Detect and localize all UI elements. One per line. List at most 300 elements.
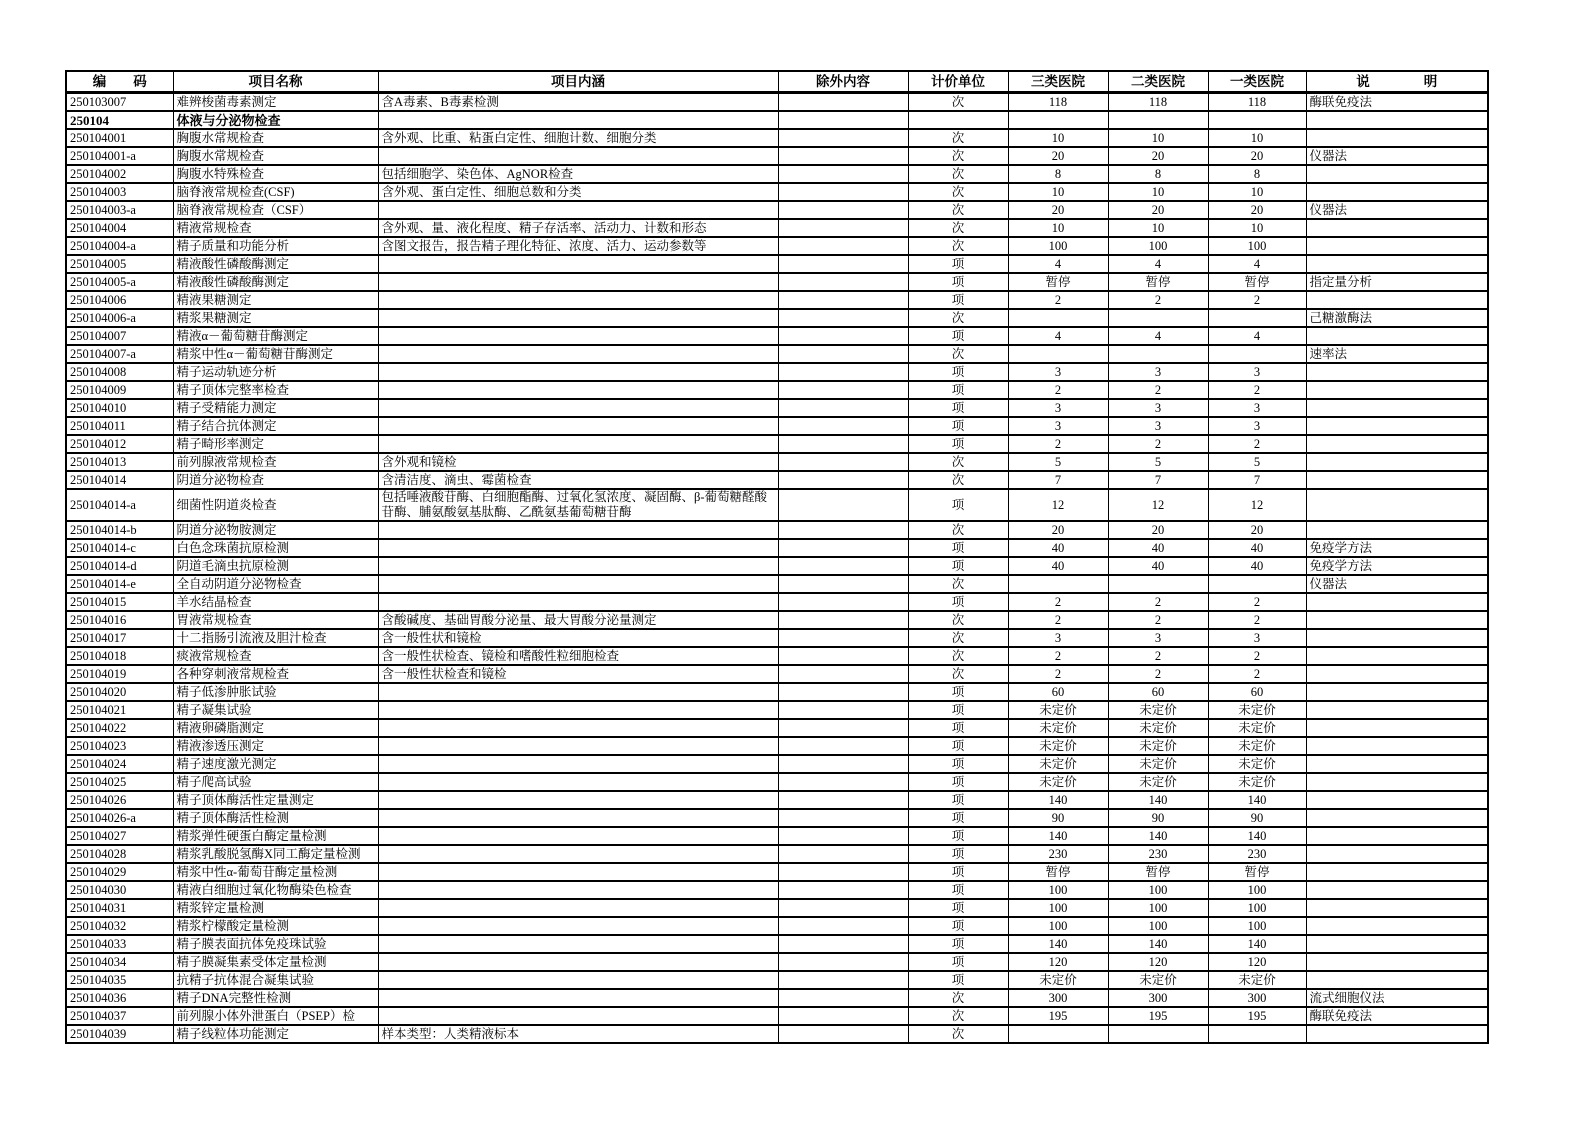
cell-price-tier1: 3 (1208, 417, 1306, 435)
cell-note: 仪器法 (1306, 201, 1488, 219)
cell-code: 250104009 (66, 381, 173, 399)
table-row (66, 183, 1488, 201)
cell-code: 250104007 (66, 327, 173, 345)
cell-content (378, 899, 778, 917)
table-row (66, 917, 1488, 935)
cell-price-tier2: 300 (1108, 989, 1208, 1007)
cell-unit: 次 (908, 453, 1008, 471)
cell-price-tier1: 未定价 (1208, 701, 1306, 719)
cell-content: 含一般性状检查和镜检 (378, 665, 778, 683)
cell-price-tier1: 118 (1208, 93, 1306, 112)
cell-exclude (778, 399, 908, 417)
cell-code: 250104001 (66, 129, 173, 147)
cell-price-tier2: 3 (1108, 417, 1208, 435)
cell-price-tier2: 2 (1108, 381, 1208, 399)
cell-unit: 项 (908, 273, 1008, 291)
cell-price-tier2: 118 (1108, 93, 1208, 112)
cell-price-tier1: 100 (1208, 237, 1306, 255)
cell-exclude (778, 899, 908, 917)
cell-price-tier1: 未定价 (1208, 737, 1306, 755)
cell-unit: 项 (908, 737, 1008, 755)
cell-content: 包括唾液酸苷酶、白细胞酯酶、过氧化氢浓度、凝固酶、β-葡萄糖醛酸苷酶、脯氨酸氨基肽酶、乙酰氨基葡萄糖苷酶 (378, 489, 778, 521)
table-row (66, 381, 1488, 399)
cell-exclude (778, 683, 908, 701)
cell-name: 精子膜凝集素受体定量检测 (173, 953, 378, 971)
cell-exclude (778, 111, 908, 129)
cell-price-tier2: 20 (1108, 201, 1208, 219)
cell-price-tier1: 100 (1208, 917, 1306, 935)
cell-price-tier1: 未定价 (1208, 971, 1306, 989)
cell-note (1306, 219, 1488, 237)
cell-unit: 项 (908, 399, 1008, 417)
cell-name: 精子膜表面抗体免疫珠试验 (173, 935, 378, 953)
cell-price-tier3: 140 (1008, 791, 1108, 809)
table-row (66, 309, 1488, 327)
cell-price-tier2: 未定价 (1108, 719, 1208, 737)
cell-price-tier3: 3 (1008, 417, 1108, 435)
cell-exclude (778, 809, 908, 827)
cell-name: 阴道分泌物胺测定 (173, 521, 378, 539)
cell-name: 前列腺小体外泄蛋白（PSEP）检 (173, 1007, 378, 1025)
cell-name: 抗精子抗体混合凝集试验 (173, 971, 378, 989)
table-row (66, 453, 1488, 471)
cell-unit: 项 (908, 773, 1008, 791)
cell-content (378, 809, 778, 827)
cell-note (1306, 683, 1488, 701)
cell-price-tier1: 90 (1208, 809, 1306, 827)
cell-exclude (778, 881, 908, 899)
table-row (66, 489, 1488, 521)
cell-content (378, 917, 778, 935)
cell-exclude (778, 435, 908, 453)
cell-content (378, 381, 778, 399)
cell-unit: 项 (908, 539, 1008, 557)
cell-note (1306, 381, 1488, 399)
cell-note (1306, 845, 1488, 863)
cell-price-tier1: 7 (1208, 471, 1306, 489)
cell-code: 250104028 (66, 845, 173, 863)
cell-exclude (778, 593, 908, 611)
cell-price-tier3: 230 (1008, 845, 1108, 863)
cell-note (1306, 863, 1488, 881)
cell-name: 脑脊液常规检查（CSF） (173, 201, 378, 219)
cell-name: 全自动阴道分泌物检查 (173, 575, 378, 593)
cell-code: 250104020 (66, 683, 173, 701)
cell-price-tier1: 8 (1208, 165, 1306, 183)
cell-exclude (778, 863, 908, 881)
cell-exclude (778, 737, 908, 755)
cell-unit: 次 (908, 1007, 1008, 1025)
cell-price-tier3: 暂停 (1008, 273, 1108, 291)
cell-unit: 次 (908, 237, 1008, 255)
cell-content: 含外观、蛋白定性、细胞总数和分类 (378, 183, 778, 201)
cell-unit: 项 (908, 863, 1008, 881)
cell-code: 250104011 (66, 417, 173, 435)
cell-content: 含一般性状检查、镜检和嗜酸性粒细胞检查 (378, 647, 778, 665)
cell-name: 精子质量和功能分析 (173, 237, 378, 255)
cell-note: 速率法 (1306, 345, 1488, 363)
cell-code: 250104004-a (66, 237, 173, 255)
table-row (66, 93, 1488, 112)
cell-exclude (778, 935, 908, 953)
cell-unit: 次 (908, 345, 1008, 363)
cell-exclude (778, 345, 908, 363)
cell-note (1306, 1025, 1488, 1043)
cell-code: 250104017 (66, 629, 173, 647)
cell-name: 十二指肠引流液及胆汁检查 (173, 629, 378, 647)
cell-name: 精子线粒体功能测定 (173, 1025, 378, 1043)
cell-price-tier3: 7 (1008, 471, 1108, 489)
cell-price-tier1: 10 (1208, 129, 1306, 147)
cell-content: 含图文报告，报告精子理化特征、浓度、活力、运动参数等 (378, 237, 778, 255)
cell-unit: 项 (908, 255, 1008, 273)
cell-unit: 项 (908, 557, 1008, 575)
cell-content (378, 255, 778, 273)
cell-exclude (778, 773, 908, 791)
cell-price-tier2: 3 (1108, 399, 1208, 417)
cell-exclude (778, 539, 908, 557)
cell-name: 精子顶体酶活性定量测定 (173, 791, 378, 809)
cell-exclude (778, 1007, 908, 1025)
table-row (66, 129, 1488, 147)
cell-price-tier1: 10 (1208, 219, 1306, 237)
cell-note (1306, 363, 1488, 381)
cell-price-tier3: 100 (1008, 917, 1108, 935)
cell-price-tier2: 2 (1108, 291, 1208, 309)
cell-price-tier3: 140 (1008, 935, 1108, 953)
cell-price-tier2: 20 (1108, 147, 1208, 165)
cell-name: 阴道毛滴虫抗原检测 (173, 557, 378, 575)
cell-note (1306, 971, 1488, 989)
cell-price-tier3: 8 (1008, 165, 1108, 183)
cell-name: 精液卵磷脂测定 (173, 719, 378, 737)
table-row (66, 147, 1488, 165)
cell-content (378, 417, 778, 435)
cell-unit: 次 (908, 129, 1008, 147)
cell-name: 精液酸性磷酸酶测定 (173, 273, 378, 291)
cell-exclude (778, 611, 908, 629)
cell-unit: 项 (908, 881, 1008, 899)
table-row (66, 863, 1488, 881)
cell-content (378, 111, 778, 129)
cell-exclude (778, 521, 908, 539)
cell-content (378, 575, 778, 593)
cell-content (378, 773, 778, 791)
cell-content (378, 327, 778, 345)
cell-exclude (778, 665, 908, 683)
cell-price-tier1: 暂停 (1208, 273, 1306, 291)
cell-price-tier1: 120 (1208, 953, 1306, 971)
table-row (66, 629, 1488, 647)
cell-note (1306, 435, 1488, 453)
cell-price-tier1: 40 (1208, 539, 1306, 557)
cell-note (1306, 701, 1488, 719)
cell-name: 羊水结晶检查 (173, 593, 378, 611)
cell-price-tier3: 118 (1008, 93, 1108, 112)
cell-code: 250104016 (66, 611, 173, 629)
cell-note: 流式细胞仪法 (1306, 989, 1488, 1007)
cell-unit: 项 (908, 489, 1008, 521)
cell-code: 250104023 (66, 737, 173, 755)
cell-name: 胸腹水常规检查 (173, 147, 378, 165)
cell-unit: 次 (908, 183, 1008, 201)
cell-code: 250104014-a (66, 489, 173, 521)
cell-price-tier1: 100 (1208, 881, 1306, 899)
table-row (66, 791, 1488, 809)
cell-note (1306, 953, 1488, 971)
cell-note: 己糖激酶法 (1306, 309, 1488, 327)
cell-price-tier1: 140 (1208, 827, 1306, 845)
cell-price-tier1: 2 (1208, 611, 1306, 629)
cell-price-tier2: 40 (1108, 539, 1208, 557)
cell-name: 精子低渗肿胀试验 (173, 683, 378, 701)
table-row (66, 417, 1488, 435)
cell-price-tier1: 2 (1208, 291, 1306, 309)
cell-price-tier1: 20 (1208, 201, 1306, 219)
cell-price-tier2: 7 (1108, 471, 1208, 489)
col-header-tier2: 二类医院 (1108, 71, 1208, 93)
cell-unit: 项 (908, 953, 1008, 971)
cell-price-tier1 (1208, 111, 1306, 129)
cell-price-tier3 (1008, 345, 1108, 363)
cell-note: 免疫学方法 (1306, 539, 1488, 557)
cell-note (1306, 327, 1488, 345)
cell-exclude (778, 917, 908, 935)
cell-price-tier2: 100 (1108, 881, 1208, 899)
cell-price-tier3: 20 (1008, 147, 1108, 165)
cell-content (378, 345, 778, 363)
cell-price-tier2: 100 (1108, 899, 1208, 917)
cell-price-tier3: 3 (1008, 363, 1108, 381)
fee-schedule-table (65, 70, 1489, 1044)
cell-note: 酶联免疫法 (1306, 1007, 1488, 1025)
cell-name: 体液与分泌物检查 (173, 111, 378, 129)
cell-name: 脑脊液常规检查(CSF) (173, 183, 378, 201)
cell-note: 免疫学方法 (1306, 557, 1488, 575)
table-row (66, 755, 1488, 773)
cell-unit: 项 (908, 899, 1008, 917)
table-row (66, 827, 1488, 845)
cell-price-tier1: 4 (1208, 327, 1306, 345)
cell-price-tier2 (1108, 1025, 1208, 1043)
cell-price-tier2: 2 (1108, 593, 1208, 611)
cell-price-tier3: 4 (1008, 255, 1108, 273)
cell-note (1306, 399, 1488, 417)
cell-price-tier3: 未定价 (1008, 971, 1108, 989)
cell-content (378, 363, 778, 381)
table-row (66, 575, 1488, 593)
cell-name: 精子顶体完整率检查 (173, 381, 378, 399)
cell-price-tier2: 140 (1108, 791, 1208, 809)
cell-unit: 项 (908, 701, 1008, 719)
cell-exclude (778, 1025, 908, 1043)
cell-price-tier2: 10 (1108, 219, 1208, 237)
cell-unit: 项 (908, 917, 1008, 935)
table-body (66, 93, 1488, 1044)
cell-unit: 次 (908, 629, 1008, 647)
cell-unit: 项 (908, 327, 1008, 345)
cell-price-tier2: 未定价 (1108, 701, 1208, 719)
cell-code: 250104007-a (66, 345, 173, 363)
cell-unit: 次 (908, 665, 1008, 683)
cell-code: 250104014-b (66, 521, 173, 539)
cell-note (1306, 827, 1488, 845)
cell-price-tier2: 2 (1108, 611, 1208, 629)
cell-price-tier2: 3 (1108, 363, 1208, 381)
cell-note (1306, 453, 1488, 471)
cell-name: 精子速度激光测定 (173, 755, 378, 773)
cell-price-tier1: 未定价 (1208, 755, 1306, 773)
cell-price-tier3: 未定价 (1008, 701, 1108, 719)
cell-note (1306, 165, 1488, 183)
cell-name: 精子DNA完整性检测 (173, 989, 378, 1007)
cell-name: 精液白细胞过氧化物酶染色检查 (173, 881, 378, 899)
cell-exclude (778, 327, 908, 345)
cell-exclude (778, 183, 908, 201)
cell-content: 含酸碱度、基础胃酸分泌量、最大胃酸分泌量测定 (378, 611, 778, 629)
cell-name: 胃液常规检查 (173, 611, 378, 629)
cell-exclude (778, 309, 908, 327)
cell-exclude (778, 791, 908, 809)
table-row (66, 539, 1488, 557)
cell-code: 250104006 (66, 291, 173, 309)
cell-price-tier1: 140 (1208, 791, 1306, 809)
cell-name: 阴道分泌物检查 (173, 471, 378, 489)
cell-exclude (778, 417, 908, 435)
cell-price-tier1: 60 (1208, 683, 1306, 701)
cell-price-tier2: 195 (1108, 1007, 1208, 1025)
cell-note (1306, 489, 1488, 521)
cell-price-tier2: 3 (1108, 629, 1208, 647)
cell-price-tier1: 40 (1208, 557, 1306, 575)
cell-code: 250104012 (66, 435, 173, 453)
cell-note: 指定量分析 (1306, 273, 1488, 291)
cell-content (378, 435, 778, 453)
table-row (66, 773, 1488, 791)
cell-code: 250104022 (66, 719, 173, 737)
cell-price-tier2: 4 (1108, 255, 1208, 273)
cell-content (378, 953, 778, 971)
cell-note (1306, 629, 1488, 647)
cell-price-tier2 (1108, 309, 1208, 327)
cell-note (1306, 755, 1488, 773)
cell-name: 精浆柠檬酸定量检测 (173, 917, 378, 935)
cell-code: 250104018 (66, 647, 173, 665)
cell-code: 250104034 (66, 953, 173, 971)
cell-exclude (778, 381, 908, 399)
cell-price-tier3: 140 (1008, 827, 1108, 845)
cell-code: 250104027 (66, 827, 173, 845)
cell-exclude (778, 719, 908, 737)
cell-price-tier3: 195 (1008, 1007, 1108, 1025)
cell-price-tier2: 5 (1108, 453, 1208, 471)
cell-price-tier2: 暂停 (1108, 863, 1208, 881)
cell-price-tier1: 2 (1208, 593, 1306, 611)
cell-note (1306, 521, 1488, 539)
cell-price-tier2: 12 (1108, 489, 1208, 521)
cell-unit: 次 (908, 201, 1008, 219)
cell-unit: 次 (908, 471, 1008, 489)
cell-name: 精液酸性磷酸酶测定 (173, 255, 378, 273)
cell-price-tier2: 60 (1108, 683, 1208, 701)
table-row (66, 1007, 1488, 1025)
cell-code: 250104035 (66, 971, 173, 989)
cell-name: 白色念珠菌抗原检测 (173, 539, 378, 557)
header-row (66, 71, 1488, 93)
cell-price-tier1: 暂停 (1208, 863, 1306, 881)
cell-price-tier3: 60 (1008, 683, 1108, 701)
cell-price-tier3: 未定价 (1008, 737, 1108, 755)
cell-note: 仪器法 (1306, 575, 1488, 593)
table-row (66, 845, 1488, 863)
cell-price-tier1 (1208, 575, 1306, 593)
cell-price-tier1: 2 (1208, 381, 1306, 399)
cell-content (378, 147, 778, 165)
cell-content (378, 935, 778, 953)
cell-unit: 项 (908, 809, 1008, 827)
cell-code: 250104039 (66, 1025, 173, 1043)
cell-code: 250104001-a (66, 147, 173, 165)
cell-code: 250104014-c (66, 539, 173, 557)
cell-exclude (778, 557, 908, 575)
cell-content (378, 273, 778, 291)
table-row (66, 593, 1488, 611)
cell-content (378, 201, 778, 219)
cell-unit: 次 (908, 521, 1008, 539)
cell-content: 含外观和镜检 (378, 453, 778, 471)
cell-exclude (778, 201, 908, 219)
table-row (66, 201, 1488, 219)
cell-code: 250104015 (66, 593, 173, 611)
cell-content (378, 791, 778, 809)
table-row (66, 665, 1488, 683)
cell-price-tier1: 300 (1208, 989, 1306, 1007)
table-row (66, 611, 1488, 629)
col-header-content: 项目内涵 (378, 71, 778, 93)
table-row (66, 881, 1488, 899)
cell-exclude (778, 291, 908, 309)
cell-price-tier3: 2 (1008, 435, 1108, 453)
cell-price-tier3: 40 (1008, 539, 1108, 557)
cell-content (378, 521, 778, 539)
cell-exclude (778, 219, 908, 237)
cell-content (378, 399, 778, 417)
cell-name: 精子结合抗体测定 (173, 417, 378, 435)
cell-price-tier1: 3 (1208, 363, 1306, 381)
cell-price-tier2: 2 (1108, 647, 1208, 665)
cell-price-tier3: 2 (1008, 381, 1108, 399)
cell-exclude (778, 701, 908, 719)
cell-exclude (778, 755, 908, 773)
cell-note (1306, 237, 1488, 255)
cell-code: 250104014 (66, 471, 173, 489)
table-row (66, 971, 1488, 989)
cell-exclude (778, 471, 908, 489)
cell-unit: 次 (908, 611, 1008, 629)
cell-content: 包括细胞学、染色体、AgNOR检查 (378, 165, 778, 183)
col-header-unit: 计价单位 (908, 71, 1008, 93)
cell-unit: 项 (908, 971, 1008, 989)
cell-code: 250104025 (66, 773, 173, 791)
cell-note (1306, 111, 1488, 129)
cell-price-tier1: 20 (1208, 147, 1306, 165)
cell-price-tier1: 20 (1208, 521, 1306, 539)
cell-name: 精浆中性α－葡萄糖苷酶测定 (173, 345, 378, 363)
col-header-tier1: 一类医院 (1208, 71, 1306, 93)
cell-price-tier3: 40 (1008, 557, 1108, 575)
cell-unit: 项 (908, 593, 1008, 611)
cell-price-tier2: 2 (1108, 665, 1208, 683)
